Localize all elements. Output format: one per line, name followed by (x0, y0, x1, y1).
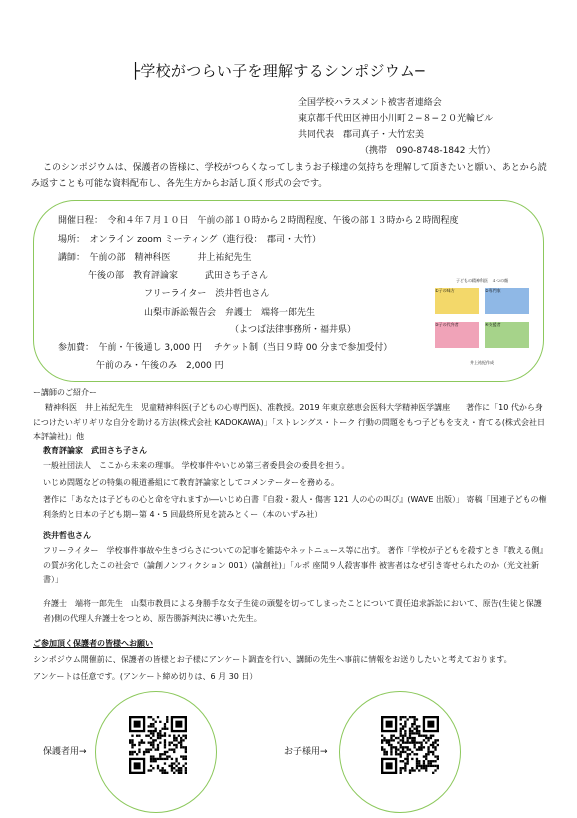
illustration-panel-3: ③子の代弁者 (435, 322, 479, 348)
profile-takeda-2: いじめ問題などの特集の報道番組にて教育評論家としてコメンテーターを務める。 (43, 478, 339, 487)
request-body-2: アンケートは任意です。(アンケート締め切りは、6 月 30 日） (33, 672, 258, 681)
organizer-name: 全国学校ハラスメント被害者連絡会 (298, 98, 442, 108)
lecturer-pm-takeda: 午後の部 教育評論家 武田さち子さん (88, 271, 269, 281)
lecturer-pm-hashi: 山梨市訴訟報告会 弁護士 端将一郎先生 (144, 308, 316, 318)
illustration-panel-2: ②専門家 (485, 288, 529, 314)
event-place: 場所： オンライン zoom ミーティング（進行役： 郡司・大竹） (58, 235, 322, 245)
child-qr-label: お子様用→ (284, 747, 328, 757)
organizer-representatives: 共同代表 郡司真子・大竹宏美 (298, 130, 425, 140)
profile-hashi: 弁護士 端将一郎先生 山梨市教員による身勝手な女子生徒の頭髪を切ってしまったことについて責任追求訴訟において、原告(生徒と保護者)側の代理人弁護士をつとめ、原告勝訴判決に導いた先生。 (43, 599, 542, 623)
fee-half: 午前のみ・午後のみ 2,000 円 (96, 361, 224, 371)
event-date: 開催日程： 令和４年７月１０日 午前の部１０時から２時間程度、午後の部１３時から２時間程度 (58, 216, 459, 226)
illustration-panel-1: ①子の味方 (435, 288, 479, 314)
request-heading: ご参加頂く保護者の皆様へお願い (33, 639, 153, 648)
profile-shibui: フリーライター 学校事件事故や生きづらさについての記事を雑誌やネットニュース等に出す。 著作「学校が子どもを殺すとき『教える側』の質が劣化したこの社会で（論創ノンフィクション 001）(論創社)」「ルポ 座間９人殺害事件 被害者はなぜ引き寄せられたのか（光文社新書）」 (43, 546, 544, 584)
profiles-heading: ー講師のご紹介ー (33, 388, 97, 397)
child-survey-qr-code[interactable] (381, 716, 439, 774)
profile-shibui-heading: 渋井哲也さん (43, 531, 91, 540)
psychiatrist-four-faces-illustration (433, 278, 531, 368)
profile-takeda-1: 一般社団法人 ここから未来の理事。 学校事件やいじめ第三者委員会の委員を担う。 (43, 461, 350, 470)
lecturer-am: 講師： 午前の部 精神科医 井上祐紀先生 (58, 253, 252, 263)
parent-survey-qr-code[interactable] (129, 716, 187, 774)
profile-takeda-3: 著作に「あなたは子どもの心と命を守れますか―いじめ白書『自殺・殺人・傷害 121 人の心の叫び』(WAVE 出版）」 寄稿「国連子どもの権利条約と日本の子ども期ー第 4・5 回最終所見を読みとくー（本のいずみ社） (43, 495, 547, 519)
organizer-address: 東京都千代田区神田小川町２−８−２０光輪ビル (298, 114, 494, 124)
parent-qr-label: 保護者用→ (43, 747, 87, 757)
profile-takeda-heading: 教育評論家 武田さち子さん (43, 446, 147, 455)
lecturer-pm-shibui: フリーライター 渋井哲也さん (144, 289, 270, 299)
fee-full: 参加費： 午前・午後通し 3,000 円 チケット制（当日９時 00 分まで参加受付） (58, 343, 393, 353)
illustration-panel-4: ④支援者 (485, 322, 529, 348)
illustration-caption: 子どもの精神科医 ４つの顔 (456, 278, 508, 283)
organizer-phone: （携帯 090-8748-1842 大竹） (360, 146, 496, 156)
request-body-1: シンポジウム開催前に、保護者の皆様とお子様にアンケート調査を行い、講師の先生へ事前に情報をお送りしたいと考えております。 (33, 655, 512, 664)
lecturer-pm-hashi-affiliation: （よつば法律事務所・福井県） (230, 325, 357, 335)
page-title: ├学校がつらい子を理解するシンポジウム─ (131, 62, 425, 80)
illustration-footer: 井上祐紀作成 (470, 360, 494, 365)
profile-inoue: 精神科医 井上祐紀先生 児童精神科医(子どもの心専門医)、准教授。2019 年東京慈恵会医科大学精神医学講座 著作に「10 代から身につけたいギリギリな自分を助ける方法(株式会社 KADOKAWA)」「ストレングス・トーク 行動の問題をもつ子どもを支え・育てる(株式会社日本評論社)」他 (33, 403, 545, 441)
intro-paragraph: このシンポジウムは、保護者の皆様に、学校がつらくなってしまうお子様達の気持ちを理解して頂きたいと願い、あとから読み返すことも可能な資料配布し、各先生方からお話し頂く形式の会です。 (31, 163, 547, 189)
